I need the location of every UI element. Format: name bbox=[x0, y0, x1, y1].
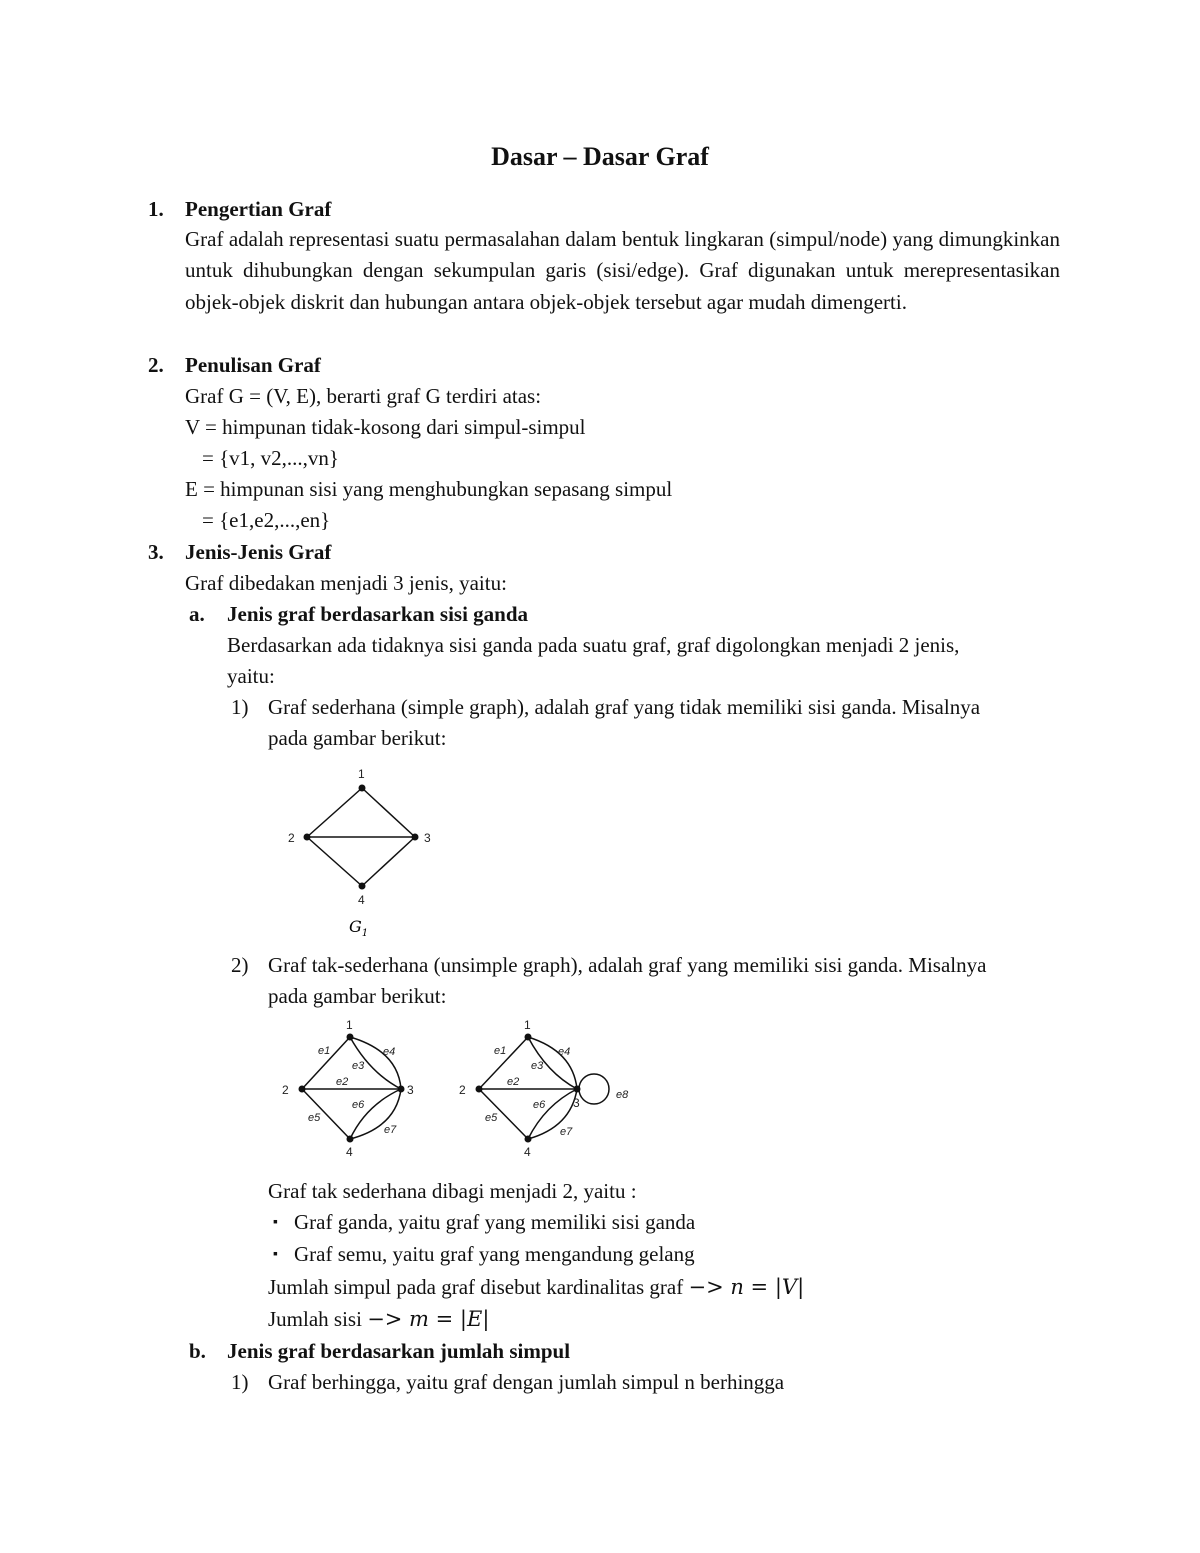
vertex-label: 3 bbox=[424, 831, 431, 845]
graph-g2-figure bbox=[278, 1015, 428, 1160]
graph-edge bbox=[307, 837, 362, 886]
section-1-number: 1. bbox=[148, 197, 164, 221]
item-b1-number: 1) bbox=[231, 1370, 249, 1394]
graph-edge bbox=[362, 788, 415, 837]
edge-label: e2 bbox=[507, 1076, 520, 1088]
edge-label: e7 bbox=[384, 1124, 397, 1136]
vertex-label: 2 bbox=[288, 831, 295, 845]
section-2-line: Graf G = (V, E), berarti graf G terdiri atas: bbox=[185, 384, 542, 408]
item-2-text: Graf tak-sederhana (unsimple graph), adalah graf yang memiliki sisi ganda. Misalnya bbox=[268, 953, 987, 977]
cardinality-text: Jumlah simpul pada graf disebut kardinalitas graf bbox=[268, 1275, 684, 1299]
graph-vertex bbox=[359, 883, 366, 890]
graph-edge bbox=[362, 837, 415, 886]
vertex-label: 1 bbox=[358, 767, 365, 781]
edge-label: e3 bbox=[531, 1060, 544, 1072]
edge-label: e4 bbox=[383, 1046, 396, 1058]
subsection-a-heading: Jenis graf berdasarkan sisi ganda bbox=[227, 602, 529, 626]
vertex-label: 2 bbox=[459, 1083, 466, 1097]
edge-label: e1 bbox=[318, 1045, 331, 1057]
subsection-a-intro: Berdasarkan ada tidaknya sisi ganda pada suatu graf, graf digolongkan menjadi 2 jenis, bbox=[227, 633, 960, 657]
section-2-line: = {e1,e2,...,en} bbox=[202, 508, 331, 532]
item-1-text: Graf sederhana (simple graph), adalah graf yang tidak memiliki sisi ganda. Misalnya bbox=[268, 695, 981, 719]
item-1-number: 1) bbox=[231, 695, 249, 719]
section-2-line: V = himpunan tidak-kosong dari simpul-simpul bbox=[185, 415, 586, 439]
section-2-number: 2. bbox=[148, 353, 164, 377]
edge-count-formula: −> 𝑚 = |𝐸| bbox=[367, 1307, 490, 1331]
section-1-paragraph: Graf adalah representasi suatu permasalahan dalam bentuk lingkaran (simpul/node) yang dimungkinkan untuk dihubungkan dengan sekumpulan garis (sisi/edge). Graf digunakan untuk merepresentasikan objek-objek diskrit dan hubungan antara objek-objek tersebut agar mudah dimengerti. bbox=[185, 227, 1060, 314]
edge-label: e5 bbox=[308, 1112, 321, 1124]
graph-vertex bbox=[304, 834, 311, 841]
item-2-text: pada gambar berikut: bbox=[268, 984, 447, 1008]
edge-count-text: Jumlah sisi bbox=[268, 1307, 362, 1331]
section-3-intro: Graf dibedakan menjadi 3 jenis, yaitu: bbox=[185, 571, 507, 595]
edge-label: e5 bbox=[485, 1112, 498, 1124]
section-1-heading: Pengertian Graf bbox=[185, 197, 332, 221]
vertex-label: 4 bbox=[524, 1145, 531, 1159]
unsimple-intro: Graf tak sederhana dibagi menjadi 2, yaitu : bbox=[268, 1179, 637, 1203]
page-title: Dasar – Dasar Graf bbox=[491, 142, 709, 171]
graph-vertex bbox=[412, 834, 419, 841]
edge-label: e7 bbox=[560, 1126, 573, 1138]
edge-label: e3 bbox=[352, 1060, 365, 1072]
section-2-heading: Penulisan Graf bbox=[185, 353, 321, 377]
edge-count-line bbox=[268, 1304, 489, 1335]
cardinality-formula: −> 𝑛 = |𝑉| bbox=[688, 1275, 805, 1299]
graph-loop bbox=[579, 1074, 609, 1104]
subsection-b-letter: b. bbox=[189, 1339, 206, 1363]
vertex-label: 1 bbox=[346, 1018, 353, 1032]
bullet-item: Graf semu, yaitu graf yang mengandung gelang bbox=[294, 1242, 695, 1266]
subsection-a-letter: a. bbox=[189, 602, 205, 626]
edge-label: e2 bbox=[336, 1076, 349, 1088]
bullet-item: Graf ganda, yaitu graf yang memiliki sisi ganda bbox=[294, 1210, 696, 1234]
item-2-number: 2) bbox=[231, 953, 249, 977]
vertex-label: 1 bbox=[524, 1018, 531, 1032]
vertex-label: 3 bbox=[573, 1096, 580, 1110]
section-2-line: = {v1, v2,...,vn} bbox=[202, 446, 340, 470]
bullet-icon: ▪ bbox=[273, 1247, 278, 1262]
vertex-label: 4 bbox=[346, 1145, 353, 1159]
graph-vertex bbox=[359, 785, 366, 792]
graph-g3-figure bbox=[455, 1015, 645, 1160]
edge-label: e1 bbox=[494, 1045, 507, 1057]
vertex-label: 3 bbox=[407, 1083, 414, 1097]
item-b1-text: Graf berhingga, yaitu graf dengan jumlah simpul n berhingga bbox=[268, 1370, 785, 1394]
graph-g1-figure bbox=[280, 762, 450, 942]
section-3-heading: Jenis-Jenis Graf bbox=[185, 540, 332, 564]
bullet-icon: ▪ bbox=[273, 1215, 278, 1230]
edge-label: e4 bbox=[558, 1046, 571, 1058]
subsection-a-intro: yaitu: bbox=[227, 664, 275, 688]
vertex-label: 2 bbox=[282, 1083, 289, 1097]
edge-label: e6 bbox=[533, 1099, 546, 1111]
vertex-label: 4 bbox=[358, 893, 365, 907]
edge-label: e6 bbox=[352, 1099, 365, 1111]
section-3-number: 3. bbox=[148, 540, 164, 564]
item-1-text: pada gambar berikut: bbox=[268, 726, 447, 750]
cardinality-line bbox=[268, 1272, 804, 1303]
edge-label: e8 bbox=[616, 1089, 629, 1101]
graph-caption: $G_1$ bbox=[349, 917, 369, 939]
subsection-b-heading: Jenis graf berdasarkan jumlah simpul bbox=[227, 1339, 571, 1363]
section-2-line: E = himpunan sisi yang menghubungkan sepasang simpul bbox=[185, 477, 673, 501]
graph-edge bbox=[307, 788, 362, 837]
